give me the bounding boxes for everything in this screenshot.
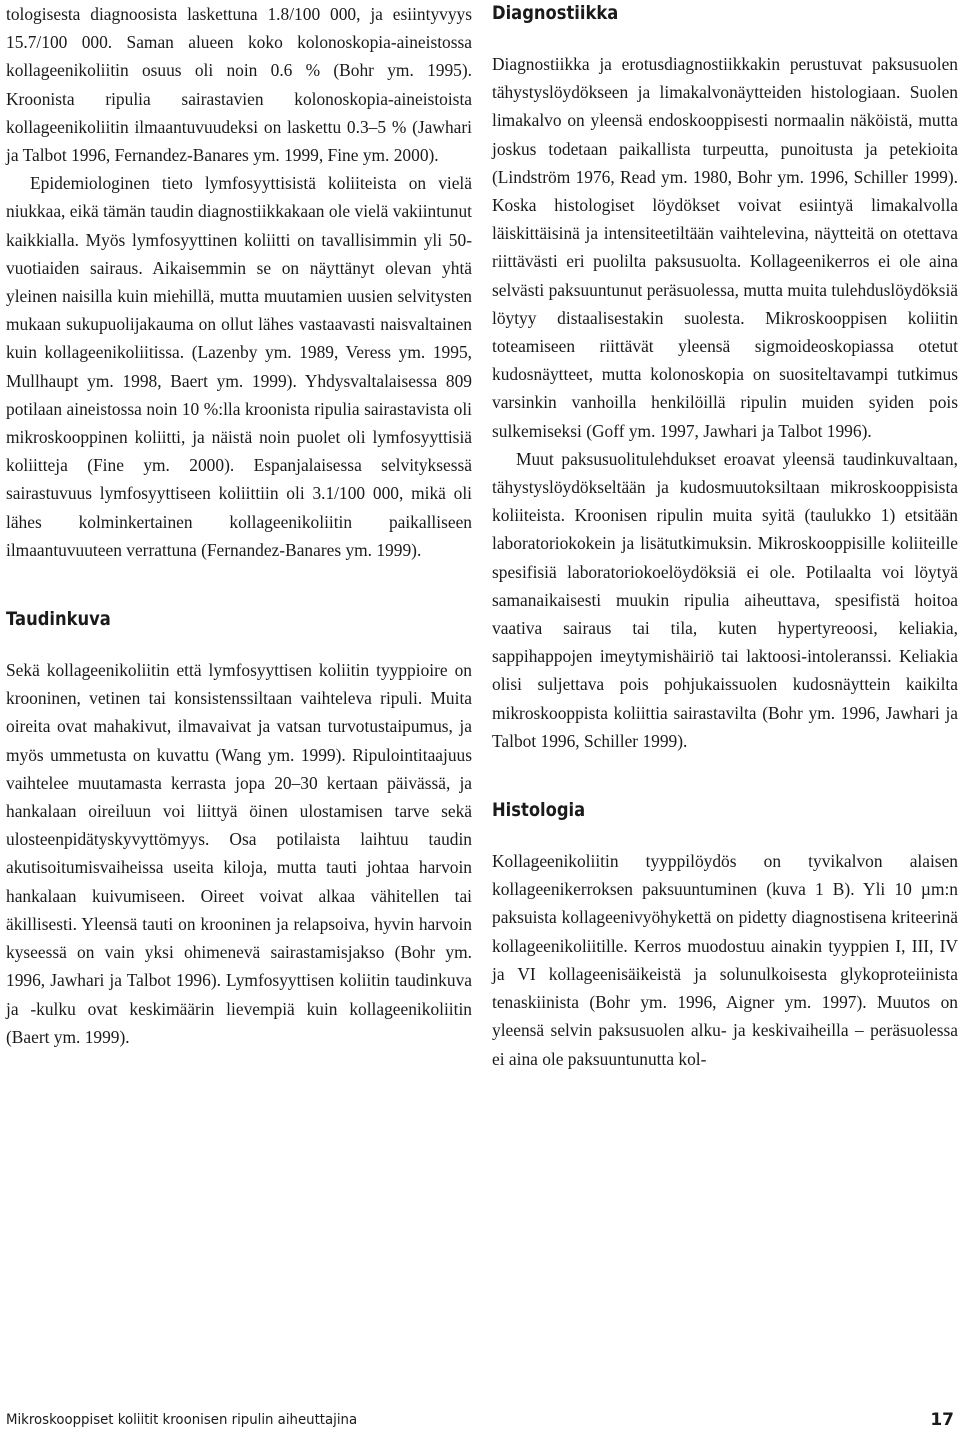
diagnostiikka-paragraph-2: Muut paksusuolitulehdukset eroavat yleensä taudinkuvaltaan, tähystyslöydökseltään ja kudosmuutoksiltaan mikroskooppisista koliiteista. Kroonisen ripulin muita syitä (taulukko 1) etsitään laboratoriokokein ja lisätutkimuksin. Mikroskooppisille koliiteille spesifisiä laboratoriokoelöydöksiä ei ole. Potilaalta voi löytyä samanaikaisesti muukin ripulia aiheuttava, spesifistä hoitoa vaativa sairaus tai tila, kuten hypertyreoosi, keliakia, sappihappojen imeytymishäiriö tai laktoosi-intoleranssi. Keliakia olisi suljettava pois pohjukaissuolen kudosnäyttein kaikilta mikroskooppista koliittia sairastavilta (Bohr ym. 1996, Jawhari ja Talbot 1996, Schiller 1999). [492, 448, 958, 751]
taudinkuva-heading: Taudinkuva [6, 608, 111, 631]
taudinkuva-paragraph: Sekä kollageenikoliitin että lymfosyyttisen koliitin tyyppioire on krooninen, vetinen tai konsistenssiltaan vaihteleva ripuli. Muita oireita ovat mahakivut, ilmavaivat ja vatsan turvotustaipumus, ja myös ummetusta on kuvattu (Wang ym. 1999). Ripulointitaajuus vaihtelee muutamasta kerrasta jopa 20–30 kertaan päivässä, ja hankalaan oireiluun voi liittyä öinen ulostamisen tarve sekä ulosteenpidätyskyvyttömyys. Osa potilaista laihtuu taudin akutisoitumisvaiheissa useita kiloja, mutta tauti johtaa harvoin hankalaan kuivumiseen. Oireet voivat alkaa vähitellen tai äkillisesti. Yleensä tauti on krooninen ja relapsoiva, hyvin harvoin kyseessä on vain yksi ohimenevä sairastamisjakso (Bohr ym. 1996, Jawhari ja Talbot 1996). Lymfosyyttisen koliitin taudinkuva ja -kulku ovat keskimäärin lievempiä kuin kollageenikoliitin (Baert ym. 1999). [6, 660, 472, 1047]
diagnostiikka-heading: Diagnostiikka [492, 2, 619, 24]
right-column [492, 0, 958, 1073]
page-footer [6, 1408, 954, 1434]
intro-paragraph: tologisesta diagnoosista laskettuna 1.8/100 000, ja esiintyvyys 15.7/100 000. Saman alueen koko kolonoskopia-aineistossa kollageenikoliitin osuus oli noin 0.6 % (Bohr ym. 1995). Kroonista ripulia sairastavien kolonoskopia-aineistoista kollageenikoliitin ilmaantuvuudeksi on laskettu 0.3–5 % (Jawhari ja Talbot 1996, Fernandez-Banares ym. 1999, Fine ym. 2000). [6, 4, 472, 166]
histologia-heading: Histologia [492, 799, 586, 822]
histologia-paragraph: Kollageenikoliitin tyyppilöydös on tyvikalvon alaisen kollageenikerroksen paksuuntuminen (kuva 1 B). Yli 10 µm:n paksuista kollageenivyöhykettä on pidetty diagnostisena kriteerinä kollageenikoliitille. Kerros muodostuu ainakin tyyppien I, III, IV ja VI kollageenisäikeistä ja solunulkoisesta glykoproteiinista tenaskiinista (Bohr ym. 1996, Aigner ym. 1997). Muutos on yleensä selvin paksusuolen alku- ja keskivaiheilla – peräsuolessa ei aina ole paksuuntunutta kol- [492, 851, 958, 1069]
page-number: 17 [930, 1410, 954, 1430]
running-title: Mikroskooppiset koliitit kroonisen ripulin aiheuttajina [6, 1412, 358, 1428]
epidemiology-paragraph: Epidemiologinen tieto lymfosyyttisistä koliiteista on vielä niukkaa, eikä tämän taudin diagnostiikkakaan ole vielä vakiintunut kaikkialla. Myös lymfosyyttinen koliitti on tavallisimmin yli 50-vuotiaiden sairaus. Aikaisemmin se on näyttänyt olevan yhtä yleinen naisilla kuin miehillä, mutta muutamien uusien selvitysten mukaan sukupuolijakauma on ollut lähes vastaavasti naisvaltainen kuin kollageenikoliitissa. (Lazenby ym. 1989, Veress ym. 1995, Mullhaupt ym. 1998, Baert ym. 1999). Yhdysvaltalaisessa 809 potilaan aineistossa noin 10 %:lla kroonista ripulia sairastavista oli mikroskooppinen koliitti, ja näistä noin puolet oli lymfosyyttisiä koliitteja (Fine ym. 2000). Espanjalaisessa selvityksessä sairastuvuus lymfosyyttiseen koliittiin oli 3.1/100 000, mikä oli lähes kolminkertainen kollageenikoliitin paikalliseen ilmaantuvuuteen verrattuna (Fernandez-Banares ym. 1999). [6, 173, 472, 560]
left-column [6, 0, 472, 1051]
diagnostiikka-paragraph-1: Diagnostiikka ja erotusdiagnostiikkakin perustuvat paksusuolen tähystyslöydökseen ja limakalvonäytteiden histologiaan. Suolen limakalvo on yleensä endoskooppisesti normaalin näköistä, mutta joskus todetaan paikallista turpeutta, punoitusta ja petekioita (Lindström 1976, Read ym. 1980, Bohr ym. 1996, Schiller 1999). Koska histologiset löydökset voivat esiintyä limakalvolla läiskittäisinä ja intensiteetiltään vaihtelevina, näytteitä on otettava riittävästi eri puolilta paksusuolta. Kollageenikerros ei ole aina selvästi paksuuntunut peräsuolessa, mutta muita tulehduslöydöksiä löytyy distaalisestakin suolesta. Mikroskooppisen koliitin toteamiseen riittävät yleensä sigmoideoskopiassa otetut kudosnäytteet, mutta kolonoskopia on suositeltavampi tutkimus varsinkin vanhoilla henkilöillä ripulin muiden syiden pois sulkemiseksi (Goff ym. 1997, Jawhari ja Talbot 1996). [492, 54, 958, 441]
